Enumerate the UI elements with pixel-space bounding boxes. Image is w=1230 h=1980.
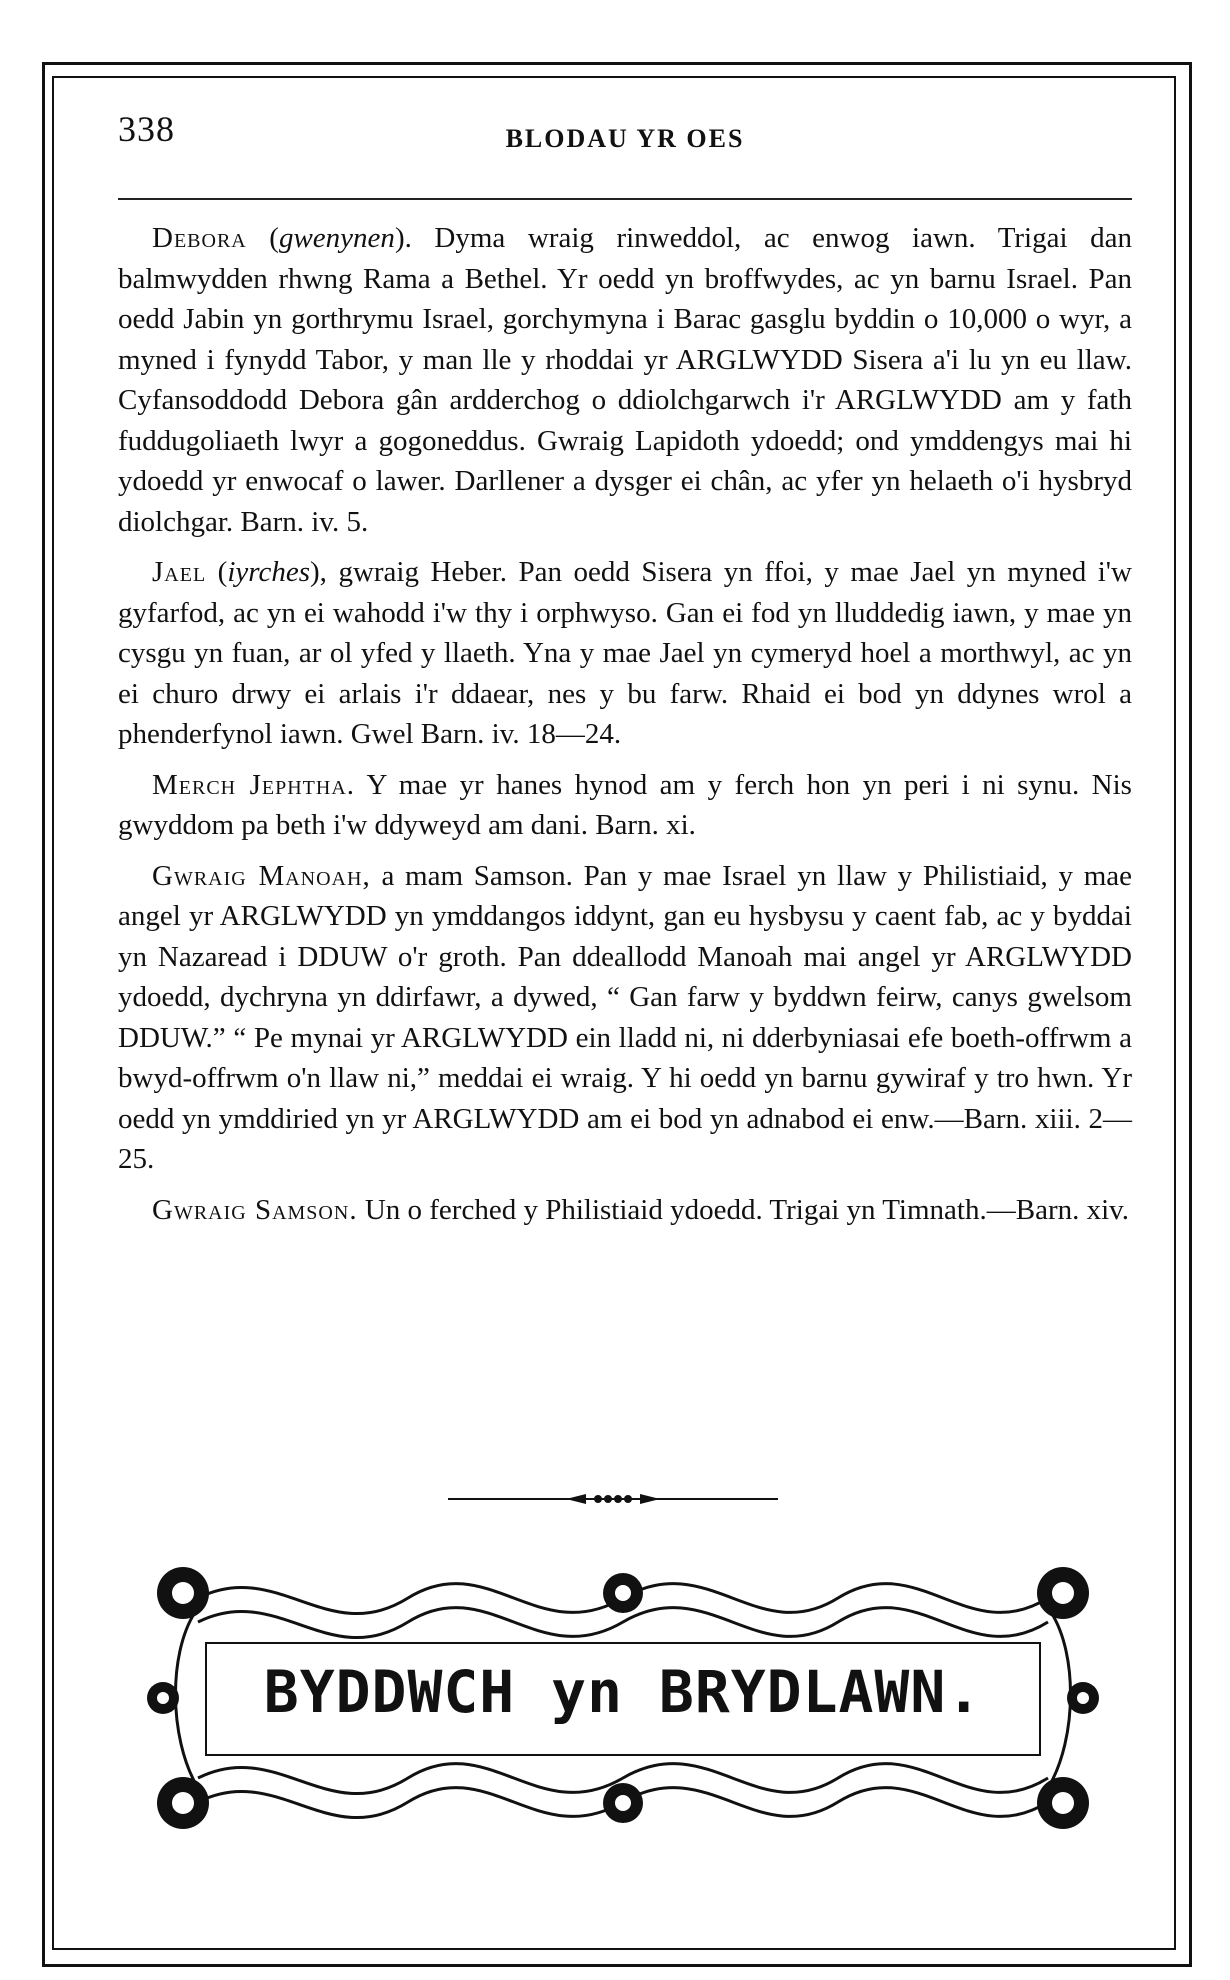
ornamental-rule: [448, 1492, 778, 1506]
entry-meaning: gwenynen: [278, 222, 395, 254]
entry-text: Dyma wraig rinweddol, ac enwog iawn. Trigai dan balmwydden rhwng Rama a Bethel. Yr oedd yn broffwydes, ac yn barnu Israel. Pan oedd Jabin yn gorthrymu Israel, gorchymyna i Barac gasglu byddin o 10,000 o wyr, a myned i fynydd Tabor, y man lle y rhoddai yr ARGLWYDD Sisera a'i lu yn eu llaw. Cyfansoddodd Debora gân ardderchog o ddiolchgarwch i'r ARGLWYDD am y fath fuddugoliaeth lwyr a gogoneddus. Gwraig Lapidoth ydoedd; ond ymddengys mai hi ydoedd yr enwocaf o lawer. Darllener a dysger ei chân, ac yfer yn helaeth o'i hysbryd diolchgar. Barn. iv. 5.: [118, 222, 1132, 538]
entry-name: Gwraig Samson.: [152, 1193, 358, 1226]
entry-name: Gwraig Manoah,: [152, 859, 371, 892]
header-rule: [118, 198, 1132, 200]
paragraph-merch-jephtha: [118, 765, 1132, 846]
paragraph-gwraig-samson: [118, 1190, 1132, 1231]
paragraph-debora: Debora (gwenynen). Dyma wraig rinweddol, ac enwog iawn. Trigai dan balmwydden rhwng Rama a Bethel. Yr oedd yn broffwydes, ac yn barnu Israel. Pan oedd Jabin yn gorthrymu Israel, gorchymyna i Barac gasglu byddin o 10,000 o wyr, a myned i fynydd Tabor, y man lle y rhoddai yr ARGLWYDD Sisera a'i lu yn eu llaw. Cyfansoddodd Debora gân ardderchog o ddiolchgarwch i'r ARGLWYDD am y fath fuddugoliaeth lwyr a gogoneddus. Gwraig Lapidoth ydoedd; ond ymddengys mai hi ydoedd yr enwocaf o lawer. Darllener a dysger ei chân, ac yfer yn helaeth o'i hysbryd diolchgar. Barn. iv. 5.: [118, 222, 1132, 538]
page-header: [118, 108, 1132, 168]
entry-text: gwraig Heber. Pan oedd Sisera yn ffoi, y mae Jael yn myned i'w gyfarfod, ac yn ei wahodd i'w thy i orphwyso. Gan ei fod yn lluddedig iawn, y mae yn cysgu yn fuan, ar ol yfed y llaeth. Yna y mae Jael yn cymeryd hoel a morthwyl, ac yn ei churo drwy ei arlais i'r ddaear, nes y bu farw. Rhaid ei bod yn ddynes wrol a phenderfynol iawn. Gwel Barn. iv. 18—24.: [118, 556, 1132, 750]
ribbon-banner: [128, 1538, 1118, 1858]
running-title: BLODAU YR OES: [505, 124, 745, 153]
entry-meaning: iyrches: [227, 556, 311, 588]
entry-name: Debora: [152, 222, 247, 254]
paragraph-gwraig-manoah: [118, 856, 1132, 1180]
entry-name: Jael: [152, 556, 207, 588]
entry-name: Merch Jephtha.: [152, 768, 356, 801]
entry-text: Un o ferched y Philistiaid ydoedd. Trigai yn Timnath.—Barn. xiv.: [364, 1193, 1130, 1226]
body-text: [118, 218, 1132, 1240]
paragraph-jael: Jael (iyrches), gwraig Heber. Pan oedd Sisera yn ffoi, y mae Jael yn myned i'w gyfarfod, ac yn ei wahodd i'w thy i orphwyso. Gan ei fod yn lluddedig iawn, y mae yn cysgu yn fuan, ar ol yfed y llaeth. Yna y mae Jael yn cymeryd hoel a morthwyl, ac yn ei churo drwy ei arlais i'r ddaear, nes y bu farw. Rhaid ei bod yn ddynes wrol a phenderfynol iawn. Gwel Barn. iv. 18—24.: [118, 556, 1132, 750]
entry-text: a mam Samson. Pan y mae Israel yn llaw y Philistiaid, y mae angel yr ARGLWYDD yn ymddangos iddynt, gan eu hysbysu y caent fab, ac y byddai yn Nazaread i DDUW o'r groth. Pan ddeallodd Manoah mai angel yr ARGLWYDD ydoedd, dychryna yn ddirfawr, a dywed, “ Gan farw y byddwn feirw, canys gwelsom DDUW.” “ Pe mynai yr ARGLWYDD ein lladd ni, ni dderbyniasai efe boeth-offrwm a bwyd-offrwm o'n llaw ni,” meddai ei wraig. Y hi oedd yn barnu gywiraf y tro hwn. Yr oedd yn ymddiried yn yr ARGLWYDD am ei bod yn adnabod ei enw.—Barn. xiii. 2—25.: [118, 859, 1132, 1175]
entry-text: Y mae yr hanes hynod am y ferch hon yn peri i ni synu. Nis gwyddom pa beth i'w ddyweyd am dani. Barn. xi.: [118, 768, 1132, 841]
page-number: 338: [118, 109, 175, 149]
banner-text: BYDDWCH yn BRYDLAWN.: [263, 1658, 983, 1726]
